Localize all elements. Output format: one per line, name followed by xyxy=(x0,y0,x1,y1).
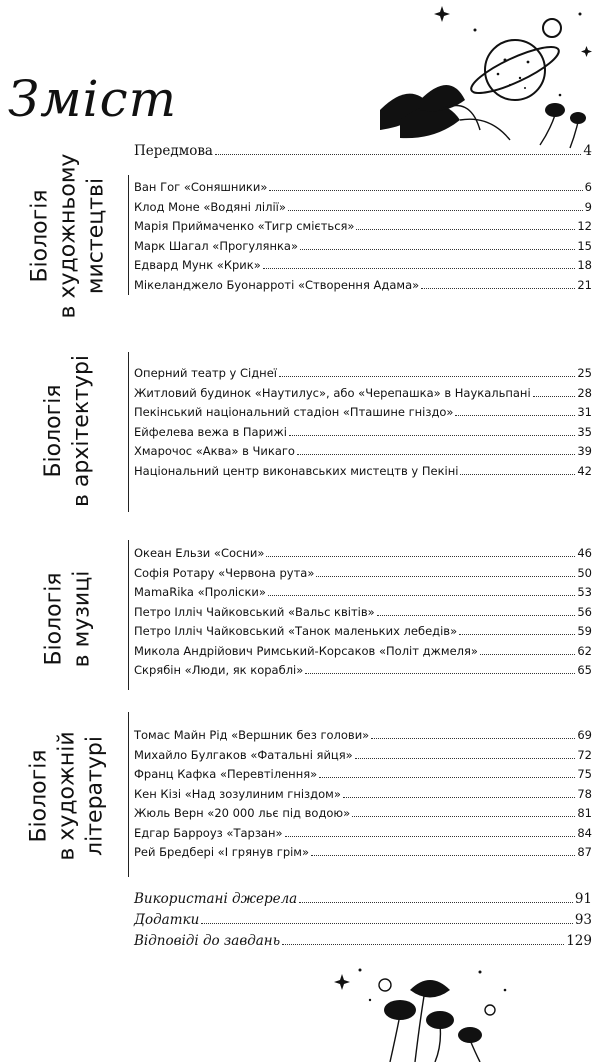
page-title: Зміст xyxy=(8,70,178,128)
toc-entry-title: Рей Бредбері «І грянув грім» xyxy=(134,845,310,859)
section-heading-line: літературі xyxy=(83,736,109,856)
toc-entry[interactable] xyxy=(134,423,592,441)
toc-entry-sources[interactable] xyxy=(134,890,592,908)
toc-entry[interactable] xyxy=(134,726,592,744)
back-matter-entries xyxy=(134,890,592,960)
toc-entry-page: 31 xyxy=(577,405,592,419)
toc-entry-title: Марія Приймаченко «Тигр сміється» xyxy=(134,219,355,233)
toc-entry[interactable] xyxy=(134,564,592,582)
toc-entry-title: Оперний театр у Сіднеї xyxy=(134,366,277,380)
dot-leader xyxy=(285,836,576,837)
dot-leader xyxy=(201,923,573,924)
toc-entry-page: 65 xyxy=(577,663,592,677)
section-heading-literature xyxy=(4,716,132,876)
toc-entry-page: 53 xyxy=(577,585,592,599)
toc-entry[interactable] xyxy=(134,384,592,402)
toc-entry[interactable] xyxy=(134,603,592,621)
dot-leader xyxy=(455,415,575,416)
toc-entry-title: Ейфелева вежа в Парижі xyxy=(134,424,287,439)
dot-leader xyxy=(305,673,575,674)
section-heading-art xyxy=(4,153,132,319)
toc-entry[interactable] xyxy=(134,583,592,601)
toc-entry[interactable] xyxy=(134,217,592,235)
section-heading-music xyxy=(4,544,132,694)
dot-leader xyxy=(266,556,575,557)
toc-entry-page: 78 xyxy=(577,786,592,801)
dot-leader xyxy=(371,738,575,739)
dot-leader xyxy=(316,576,575,577)
toc-entry[interactable] xyxy=(134,843,592,861)
toc-entry-page: 25 xyxy=(577,366,592,380)
toc-entry-title: Едгар Барроуз «Тарзан» xyxy=(134,825,283,840)
toc-entry-title: Жюль Верн «20 000 льє під водою» xyxy=(134,806,351,820)
dot-leader xyxy=(279,376,575,377)
dot-leader xyxy=(288,210,583,211)
toc-entry-page: 84 xyxy=(577,825,592,840)
section-heading-line: в музиці xyxy=(68,570,94,668)
toc-entry-page: 50 xyxy=(577,565,592,580)
dot-leader xyxy=(299,902,573,903)
section-heading-line: в художньому xyxy=(55,153,81,319)
toc-entry-title: Томас Майн Рід «Вершник без голови» xyxy=(134,728,370,742)
toc-entry-title: Софія Ротару «Червона рута» xyxy=(134,565,315,580)
toc-entry-title: Марк Шагал «Прогулянка» xyxy=(134,238,298,253)
section-entries-architecture xyxy=(134,364,592,484)
toc-entry[interactable] xyxy=(134,824,592,842)
toc-entry[interactable] xyxy=(134,804,592,822)
toc-entry-title: Пекінський національний стадіон «Пташине гніздо» xyxy=(134,405,454,419)
section-heading-line: Біологія xyxy=(40,572,66,666)
toc-entry-page: 28 xyxy=(577,385,592,400)
toc-entry[interactable] xyxy=(134,403,592,421)
toc-entry-title: Михайло Булгаков «Фатальні яйця» xyxy=(134,747,353,762)
dot-leader xyxy=(269,190,582,191)
planet-flowers-illustration xyxy=(380,0,600,150)
toc-entry[interactable] xyxy=(134,661,592,679)
toc-entry[interactable] xyxy=(134,462,592,480)
dot-leader xyxy=(289,435,575,436)
dot-leader xyxy=(300,249,575,250)
toc-entry[interactable] xyxy=(134,544,592,562)
toc-entry-page: 91 xyxy=(574,891,592,907)
toc-entry[interactable] xyxy=(134,765,592,783)
toc-entry[interactable] xyxy=(134,622,592,640)
dot-leader xyxy=(533,396,576,397)
toc-entry-page: 56 xyxy=(577,604,592,619)
toc-entry-page: 69 xyxy=(577,728,592,742)
dot-leader xyxy=(343,797,575,798)
toc-entry-title: Клод Моне «Водяні лілії» xyxy=(134,199,286,214)
toc-entry-title: Житловий будинок «Наутилус», або «Черепашка» в Наукальпані xyxy=(134,385,531,400)
toc-entry-title: Петро Ілліч Чайковський «Танок маленьких лебедів» xyxy=(134,624,458,638)
toc-entry-page: 15 xyxy=(577,238,592,253)
dot-leader xyxy=(282,944,564,945)
toc-entry[interactable] xyxy=(134,276,592,294)
toc-entry-title: Скрябін «Люди, як кораблі» xyxy=(134,663,304,677)
dot-leader xyxy=(263,268,576,269)
toc-entry-page: 46 xyxy=(577,546,592,560)
toc-entry[interactable] xyxy=(134,785,592,803)
toc-entry[interactable] xyxy=(134,237,592,255)
toc-entry-title: Океан Ельзи «Сосни» xyxy=(134,546,265,560)
toc-entry[interactable] xyxy=(134,442,592,460)
toc-entry[interactable] xyxy=(134,178,592,196)
section-divider-line xyxy=(128,712,129,877)
toc-entry[interactable] xyxy=(134,198,592,216)
dot-leader xyxy=(421,288,575,289)
toc-entry-title: Використані джерела xyxy=(134,891,298,907)
dot-leader xyxy=(377,615,576,616)
toc-entry-page: 35 xyxy=(577,424,592,439)
section-divider-line xyxy=(128,540,129,690)
dot-leader xyxy=(356,229,575,230)
toc-entry-title: Мікеланджело Буонарроті «Створення Адама» xyxy=(134,277,420,292)
toc-entry-page: 6 xyxy=(584,180,592,194)
dot-leader xyxy=(297,454,575,455)
dot-leader xyxy=(319,777,575,778)
toc-entry-title: Національний центр виконавських мистецтв у Пекіні xyxy=(134,463,459,478)
toc-entry-page: 62 xyxy=(577,643,592,658)
toc-entry[interactable] xyxy=(134,364,592,382)
toc-entry-page: 75 xyxy=(577,767,592,781)
section-entries-music xyxy=(134,544,592,684)
toc-entry-title: Микола Андрійович Римський-Корсаков «Політ джмеля» xyxy=(134,643,478,658)
dot-leader xyxy=(480,654,575,655)
toc-entry-page: 93 xyxy=(574,912,592,928)
toc-entry-title: Відповіді до завдань xyxy=(134,933,281,949)
dot-leader xyxy=(268,595,575,596)
section-heading-line: мистецтві xyxy=(83,177,109,295)
toc-entry-title: Петро Ілліч Чайковський «Вальс квітів» xyxy=(134,604,375,619)
section-heading-line: Біологія xyxy=(27,189,53,283)
toc-entry-page: 87 xyxy=(577,845,592,859)
section-divider-line xyxy=(128,175,129,295)
toc-entry-title: Додатки xyxy=(134,912,200,928)
toc-entry-preface[interactable] xyxy=(134,142,592,160)
toc-entry-page: 72 xyxy=(577,747,592,762)
toc-entry-page: 12 xyxy=(577,219,592,233)
dot-leader xyxy=(460,474,575,475)
toc-entry-page: 4 xyxy=(583,143,592,159)
toc-entry-page: 21 xyxy=(577,277,592,292)
toc-entry-title: Передмова xyxy=(134,143,213,159)
toc-entry-page: 59 xyxy=(577,624,592,638)
toc-entry-page: 18 xyxy=(577,258,592,272)
toc-entry[interactable] xyxy=(134,746,592,764)
toc-entry-title: Франц Кафка «Перевтілення» xyxy=(134,767,318,781)
toc-entry-title: Ван Гог «Соняшники» xyxy=(134,180,268,194)
toc-entry-answers[interactable] xyxy=(134,932,592,950)
dot-leader xyxy=(352,816,575,817)
dot-leader xyxy=(311,855,575,856)
dot-leader xyxy=(459,634,575,635)
toc-entry[interactable] xyxy=(134,642,592,660)
toc-entry[interactable] xyxy=(134,256,592,274)
section-divider-line xyxy=(128,352,129,512)
section-entries-literature xyxy=(134,726,592,866)
toc-entry-page: 42 xyxy=(577,463,592,478)
toc-entry-page: 39 xyxy=(577,444,592,458)
flowers-illustration xyxy=(330,960,530,1062)
section-heading-line: Біологія xyxy=(41,384,66,478)
toc-entry-title: Хмарочос «Аква» в Чикаго xyxy=(134,444,295,458)
dot-leader xyxy=(355,758,576,759)
section-heading-line: в архітектурі xyxy=(69,354,94,508)
toc-entry-page: 129 xyxy=(566,933,592,949)
section-entries-art xyxy=(134,178,592,298)
dot-leader xyxy=(215,154,581,155)
section-heading-architecture xyxy=(4,346,132,516)
toc-entry-title: MamaRika «Проліски» xyxy=(134,585,266,599)
toc-entry-page: 9 xyxy=(584,199,592,214)
toc-entry-page: 81 xyxy=(577,806,592,820)
toc-entry-title: Кен Кізі «Над зозулиним гніздом» xyxy=(134,786,341,801)
toc-entry-appendices[interactable] xyxy=(134,911,592,929)
section-heading-line: Біологія xyxy=(27,749,53,843)
toc-entry-title: Едвард Мунк «Крик» xyxy=(134,258,261,272)
section-heading-line: в художній xyxy=(55,731,81,861)
